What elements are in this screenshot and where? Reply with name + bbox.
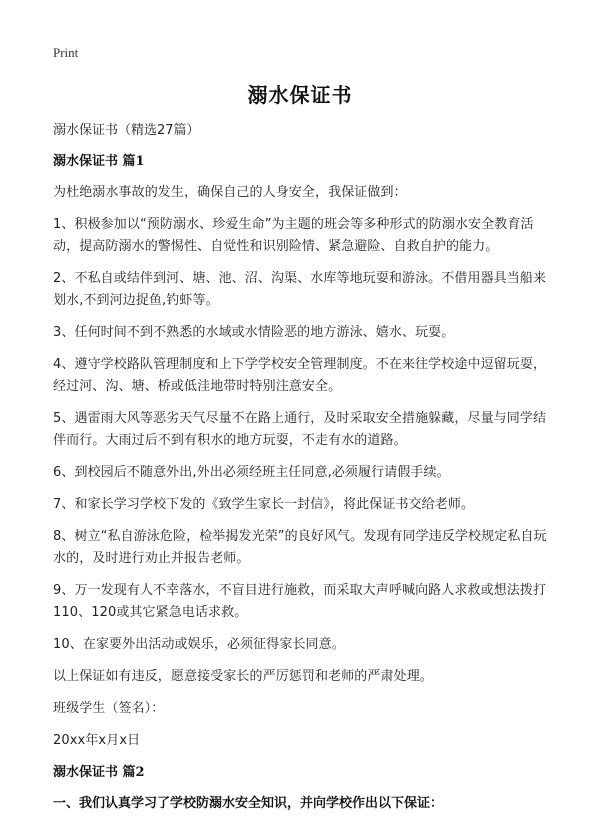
page-title: 溺水保证书 [247,83,353,107]
section-heading-2: 溺水保证书 篇2 [53,765,145,780]
paragraph-item-5: 5、遇雷雨大风等恶劣天气尽量不在路上通行，及时采取安全措施躲藏，尽量与同学结伴而行。大雨过后不到有积水的地方玩耍，不走有水的道路。 [53,411,547,448]
paragraph-intro: 为杜绝溺水事故的发生，确保自己的人身安全，我保证做到： [53,185,407,200]
paragraph-item-2: 2、不私自或结伴到河、塘、池、沼、沟渠、水库等地玩耍和游泳。不借用器具当船来划水,不到河边捉鱼,钓虾等。 [53,271,547,308]
document-subtitle: 溺水保证书（精选27篇） [53,123,200,138]
paragraph-closing: 以上保证如有违反，愿意接受家长的严厉惩罚和老师的严肃处理。 [53,669,433,684]
paragraph-item-6: 6、到校园后不随意外出,外出必须经班主任同意,必须履行请假手续。 [53,465,450,480]
section2-first-line: 一、我们认真学习了学校防溺水安全知识，并向学校作出以下保证： [53,796,444,811]
section-heading-1: 溺水保证书 篇1 [53,154,145,169]
paragraph-item-8: 8、树立“私自游泳危险，检举揭发光荣”的良好风气。发现有同学违反学校规定私自玩水的，及时进行劝止并报告老师。 [53,529,547,566]
paragraph-item-3: 3、任何时间不到不熟悉的水域或水情险恶的地方游泳、嬉水、玩耍。 [53,325,455,340]
paragraph-item-4: 4、遵守学校路队管理制度和上下学学校安全管理制度。不在来往学校途中逗留玩耍，经过河、沟、塘、桥或低洼地带时特别注意安全。 [53,357,547,394]
paragraph-item-10: 10、在家要外出活动或娱乐，必须征得家长同意。 [53,637,345,652]
paragraph-item-9: 9、万一发现有人不幸落水，不盲目进行施救，而采取大声呼喊向路人求救或想法拨打110、120或其它紧急电话求救。 [53,583,547,620]
date-line: 20xx年x月x日 [53,733,141,748]
paragraph-item-1: 1、积极参加以“预防溺水、珍爱生命”为主题的班会等多种形式的防溺水安全教育活动，提高防溺水的警惕性、自觉性和识别险情、紧急避险、自救自护的能力。 [53,217,534,254]
signature-line: 班级学生（签名）： [53,701,165,716]
print-link[interactable]: Print [53,45,79,60]
document-body [53,120,553,815]
paragraph-item-7: 7、和家长学习学校下发的《致学生家长一封信》，将此保证书交给老师。 [53,497,475,512]
